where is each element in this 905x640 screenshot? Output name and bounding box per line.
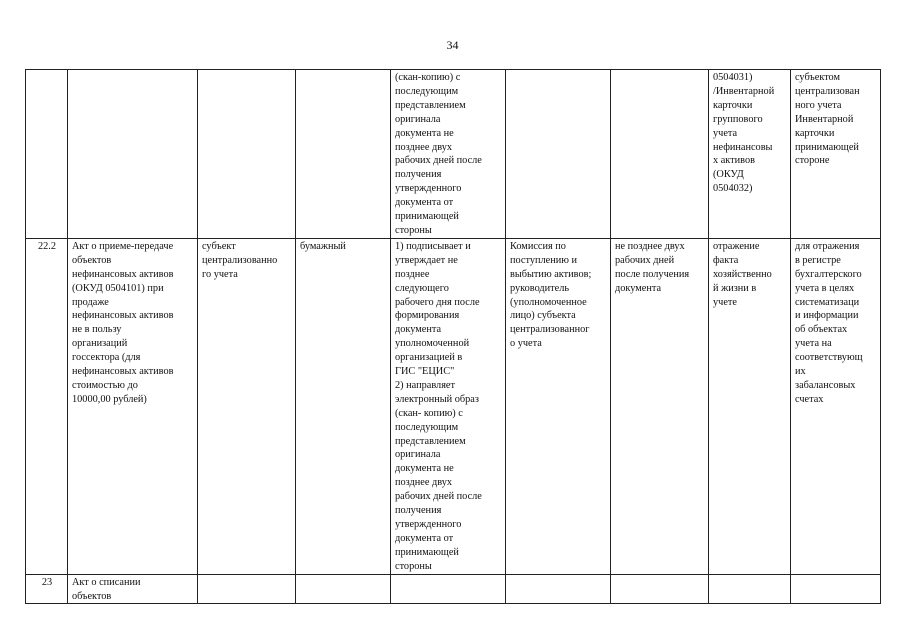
document-name-cell: Акт о списании объектов xyxy=(68,574,198,604)
creator-cell: субъект централизованно го учета xyxy=(198,238,296,574)
purpose-cell: для отражения в регистре бухгалтерского учета в целях систематизаци и информации об объектах учета на соответствующ их забалансовых счетах xyxy=(791,238,881,574)
table-row-23 xyxy=(26,574,881,604)
document-name-cell: Акт о приеме-передаче объектов нефинансовых активов (ОКУД 0504101) при продаже нефинансовых активов не в пользу организаций госсектора (для нефинансовых активов стоимостью до 10000,00 рублей) xyxy=(68,238,198,574)
deadline-cell xyxy=(611,574,709,604)
row-number-cell xyxy=(26,70,68,239)
creator-cell xyxy=(198,574,296,604)
form-cell: бумажный xyxy=(296,238,391,574)
table-row-22-2 xyxy=(26,238,881,574)
creator-cell xyxy=(198,70,296,239)
responsible-cell xyxy=(506,70,611,239)
purpose-cell xyxy=(791,574,881,604)
result-cell: отражение факта хозяйственно й жизни в учете xyxy=(709,238,791,574)
table-row-continuation xyxy=(26,70,881,239)
register-table xyxy=(25,69,881,604)
procedure-cell: 1) подписывает и утверждает не позднее следующего рабочего дня после формирования документа уполномоченной организацией в ГИС "ЕЦИС" 2) направляет электронный образ (скан- копию) с последующим представлением оригинала документа не позднее двух рабочих дней после получения утвержденного документа от принимающей стороны xyxy=(391,238,506,574)
procedure-cell xyxy=(391,574,506,604)
result-cell xyxy=(709,574,791,604)
form-cell xyxy=(296,70,391,239)
result-cell: 0504031) /Инвентарной карточки группового учета нефинансовы х активов (ОКУД 0504032) xyxy=(709,70,791,239)
page-number: 34 xyxy=(446,38,459,52)
row-number-cell: 23 xyxy=(26,574,68,604)
procedure-cell: (скан-копию) с последующим представлением оригинала документа не позднее двух рабочих дней после получения утвержденного документа от принимающей стороны xyxy=(391,70,506,239)
purpose-cell: субъектом централизован ного учета Инвентарной карточки принимающей стороне xyxy=(791,70,881,239)
deadline-cell: не позднее двух рабочих дней после получения документа xyxy=(611,238,709,574)
deadline-cell xyxy=(611,70,709,239)
responsible-cell: Комиссия по поступлению и выбытию активов; руководитель (уполномоченное лицо) субъекта централизованног о учета xyxy=(506,238,611,574)
form-cell xyxy=(296,574,391,604)
document-name-cell xyxy=(68,70,198,239)
row-number-cell: 22.2 xyxy=(26,238,68,574)
responsible-cell xyxy=(506,574,611,604)
